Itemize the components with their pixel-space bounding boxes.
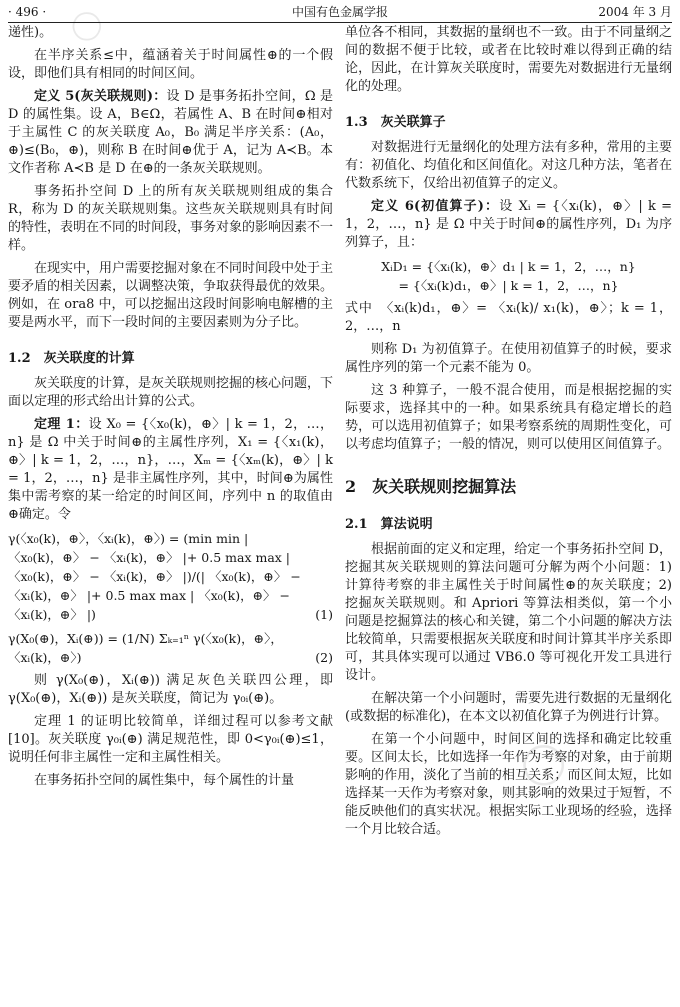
equation-line: 〈x₀(k)，⊕〉 − 〈xᵢ(k)，⊕〉 |)/(| 〈x₀(k)，⊕〉 − bbox=[8, 569, 301, 584]
definition-label: 定义 6(初值算子)： bbox=[371, 199, 500, 214]
paragraph: 在第一个小问题中，时间区间的选择和确定比较重要。区间太长，比如选择一年作为考察的对象，由于前期影响的作用，淡化了当前的相互关系；而区间太短，比如选择某一天作为考察对象，则其影响的效果过于短暂，不能反映他们的真实状况。根据实际工业现场的经验，选择一个月比较合适。 bbox=[345, 732, 672, 837]
paragraph: 在解决第一个小问题时，需要先进行数据的无量纲化(或数据的标准化)，在本文以初值化算子为例进行计算。 bbox=[345, 691, 672, 724]
equation-line: 〈xᵢ(k)，⊕〉) bbox=[8, 650, 82, 665]
equation-number: (1) bbox=[315, 607, 333, 622]
equation-line: γ(X₀(⊕)，Xᵢ(⊕)) = (1/N) Σₖ₌₁ⁿ γ(〈x₀(k)，⊕〉， bbox=[8, 631, 283, 646]
definition-text: 设 Xᵢ = {〈xᵢ(k)，⊕〉| k = 1，2，…，n} 是 Ω 中关于时间⊕的属性序列，D₁ 为序列算子，且： bbox=[345, 199, 672, 250]
watermark: ◯ bbox=[63, 2, 108, 47]
definition-label: 定义 5(灰关联规则)： bbox=[34, 89, 167, 104]
journal-title: 中国有色金属学报 bbox=[291, 5, 388, 19]
equation-number: (2) bbox=[315, 650, 333, 665]
paragraph: 在事务拓扑空间的属性集中，每个属性的计量 bbox=[34, 773, 295, 788]
paragraph: 这 3 种算子，一般不混合使用，而是根据挖掘的实际要求，选择其中的一种。如果系统具有稳定增长的趋势，可以选用初值算子；如果考察系统的周期性变化，可以考虑均值算子；一般的情况，则可以使用区间值算子。 bbox=[345, 383, 672, 452]
definition-5 bbox=[8, 88, 333, 178]
paragraph: 灰关联度的计算，是灰关联规则挖掘的核心问题，下面以定理的形式给出计算的公式。 bbox=[8, 376, 334, 409]
running-header bbox=[8, 3, 672, 21]
equation-line: 〈x₀(k)，⊕〉 − 〈xᵢ(k)，⊕〉 |+ 0.5 max max | bbox=[8, 550, 291, 565]
section-heading: 1.2 灰关联度的计算 bbox=[8, 351, 135, 366]
paragraph: 则称 D₁ 为初值算子。在使用初值算子的时候，要求属性序列的第一个元素不能为 0。 bbox=[345, 342, 672, 375]
section-heading: 2 灰关联规则挖掘算法 bbox=[345, 477, 517, 496]
operator-formula bbox=[345, 257, 672, 295]
paragraph: 在现实中，用户需要挖掘对象在不同时间段中处于主要矛盾的相关因素，以调整决策，争取获得最优的效果。例如，在 ora8 中，可以挖掘出这段时间影响电解槽的主要是两水平，而下一段时间的主要因素则为分子比。 bbox=[8, 261, 334, 330]
theorem-label: 定理 1： bbox=[34, 417, 89, 432]
definition-6 bbox=[345, 198, 672, 252]
paragraph: 则 γ(X₀(⊕)，Xᵢ(⊕)) 满足灰色关联四公理，即 γ(X₀(⊕)，Xᵢ(⊕)) 是灰关联度，简记为 γ₀ᵢ(⊕)。 bbox=[8, 673, 333, 706]
paragraph: 根据前面的定义和定理，给定一个事务拓扑空间 D，挖掘其灰关联规则的算法问题可分解为两个小问题：1) 计算待考察的非主属性关于时间属性⊕的灰关联度；2) 挖掘灰关联规则。和 Apriori 等算法相类似，第一个小问题是挖掘算法的核心和关键，第二个小问题的解决方法比较简单，只需要根据灰关联度和时间计算其半序关系即可，其具体实现可以通过 VB6.0 等可视化开发工具进行设计。 bbox=[345, 542, 672, 683]
equation-line: = {〈xᵢ(k)d₁，⊕〉| k = 1，2，…，n} bbox=[398, 278, 619, 293]
paragraph: 递性)。 bbox=[8, 25, 53, 40]
subsection-heading: 2.1 算法说明 bbox=[345, 517, 433, 532]
paragraph: 对数据进行无量纲化的处理方法有多种，常用的主要有：初值化、均值化和区间值化。对这几种方法，笔者在代数系统下，仅给出初值算子的定义。 bbox=[345, 140, 672, 191]
left-column bbox=[8, 24, 333, 795]
page-number: · 496 · bbox=[8, 5, 47, 19]
formula-note: 式中 〈xᵢ(k)d₁，⊕〉= 〈xᵢ(k)/ x₁(k)，⊕〉；k = 1，2，…，n bbox=[345, 301, 672, 334]
equation-line: γ(〈x₀(k)，⊕〉，〈xᵢ(k)，⊕〉) = (min min | bbox=[8, 531, 249, 546]
watermark: ◯ bbox=[511, 731, 574, 795]
equation-1 bbox=[8, 529, 333, 624]
theorem-text: 设 X₀ = {〈x₀(k)，⊕〉| k = 1，2，…，n} 是 Ω 中关于时间⊕的主属性序列，X₁ = {〈x₁(k)，⊕〉| k = 1，2，…，n}，…，Xₘ = {〈xₘ(k)，⊕〉| k = 1，2，…，n} 是非主属性序列，其中，时间⊕为属性集中需考察的某一给定的时间区间，序列中 n 的取值由⊕确定。令 bbox=[8, 417, 333, 522]
equation-line: XᵢD₁ = {〈xᵢ(k)，⊕〉d₁ | k = 1，2，…，n} bbox=[381, 259, 636, 274]
equation-line: 〈xᵢ(k)，⊕〉 |+ 0.5 max max | 〈x₀(k)，⊕〉 − bbox=[8, 588, 291, 603]
paragraph: 在半序关系≤中，蕴涵着关于时间属性⊕的一个假设，即他们具有相同的时间区间。 bbox=[8, 48, 333, 81]
paragraph: 定理 1 的证明比较简单，详细过程可以参考文献[10]。灰关联度 γ₀ᵢ(⊕) 满足规范性，即 0<γ₀ᵢ(⊕)≤1，说明任何非主属性一定和主属性相关。 bbox=[8, 714, 333, 765]
theorem-1 bbox=[8, 416, 333, 524]
equation-2 bbox=[8, 629, 333, 667]
paragraph: 单位各不相同，其数据的量纲也不一致。由于不同量纲之间的数据不便于比较，或者在比较时难以得到正确的结论，因此，在计算灰关联度时，需要先对数据进行无量纲化的处理。 bbox=[345, 25, 672, 94]
header-rule bbox=[8, 22, 672, 23]
right-column bbox=[345, 24, 672, 844]
definition-text: 设 D 是事务拓扑空间，Ω 是 D 的属性集。设 A，B∈Ω，若属性 A、B 在时间⊕相对于主属性 C 的灰关联度 A₀，B₀ 满足半序关系：(A₀，⊕)≤(B₀，⊕)，则称 B 在时间⊕优于 A，记为 A≺B。本文作者称 A≺B 是 D 在⊕的一条灰关联规则。 bbox=[8, 89, 333, 176]
section-heading: 1.3 灰关联算子 bbox=[345, 115, 446, 130]
issue-date: 2004 年 3 月 bbox=[598, 5, 672, 19]
paragraph: 事务拓扑空间 D 上的所有灰关联规则组成的集合 R，称为 D 的灰关联规则集。这些灰关联规则具有时间的特性，表明在不同的时间段，事务对象的影响因素不一样。 bbox=[8, 184, 334, 253]
equation-line: 〈xᵢ(k)，⊕〉 |) bbox=[8, 607, 96, 622]
